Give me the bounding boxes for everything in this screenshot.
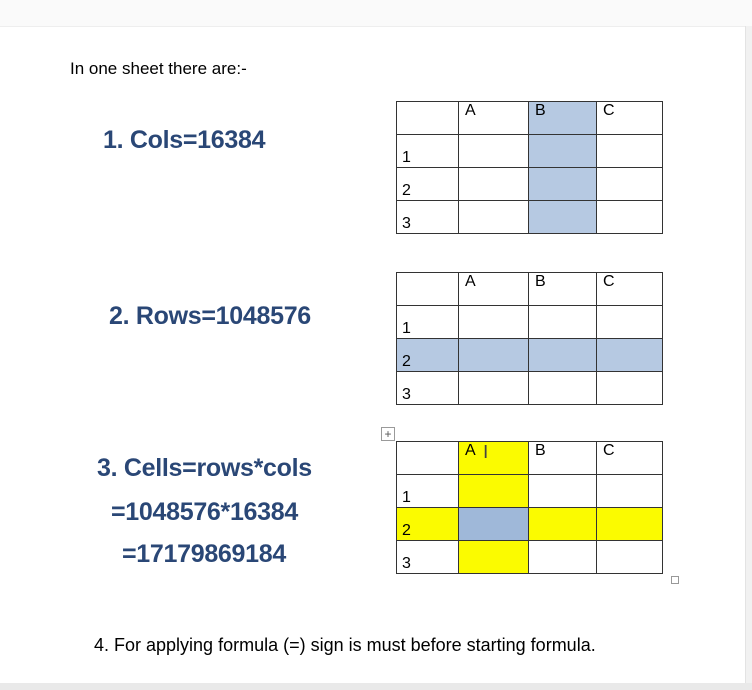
- cell-a1: [459, 135, 529, 168]
- table-row: [397, 508, 663, 541]
- cell-c1: [597, 475, 663, 508]
- row-header-2: 2: [397, 508, 459, 541]
- table-row: [397, 135, 663, 168]
- cell-b1: [529, 135, 597, 168]
- cell-c2: [597, 168, 663, 201]
- row-header-3: 3: [397, 541, 459, 574]
- scrollbar[interactable]: [745, 26, 752, 683]
- column-header-a[interactable]: [459, 442, 529, 475]
- cells-example-table: [396, 441, 663, 574]
- cell-c3: [597, 201, 663, 234]
- column-header-a: A: [459, 102, 529, 135]
- bottom-edge: [0, 683, 752, 690]
- rows-example-table: [396, 272, 663, 405]
- columns-example-table: [396, 101, 663, 234]
- table-row: [397, 306, 663, 339]
- cell-c3: [597, 541, 663, 574]
- cell-b3: [529, 372, 597, 405]
- cell-c1: [597, 135, 663, 168]
- row-header-3: 3: [397, 201, 459, 234]
- rows-heading: 2. Rows=1048576: [109, 302, 311, 330]
- column-header-a-label: A: [465, 442, 476, 459]
- top-edge: [0, 0, 752, 27]
- row-header-1: 1: [397, 135, 459, 168]
- column-header-b: B: [529, 442, 597, 475]
- cell-a2: [459, 339, 529, 372]
- cell-c2: [597, 508, 663, 541]
- cell-b1: [529, 475, 597, 508]
- cols-heading: 1. Cols=16384: [103, 126, 266, 154]
- cell-b2: [529, 508, 597, 541]
- row-header-3: 3: [397, 372, 459, 405]
- cell-b2: [529, 168, 597, 201]
- corner-cell: [397, 102, 459, 135]
- table-row: [397, 541, 663, 574]
- formula-note: 4. For applying formula (=) sign is must before starting formula.: [94, 635, 596, 655]
- corner-cell: [397, 442, 459, 475]
- cell-c3: [597, 372, 663, 405]
- cell-a2: [459, 168, 529, 201]
- cell-b3: [529, 541, 597, 574]
- table-resize-handle[interactable]: [671, 576, 679, 584]
- table-row: [397, 201, 663, 234]
- row-header-2: 2: [397, 168, 459, 201]
- cell-b1: [529, 306, 597, 339]
- corner-cell: [397, 273, 459, 306]
- column-header-b: B: [529, 102, 597, 135]
- cell-a1: [459, 475, 529, 508]
- row-header-1: 1: [397, 475, 459, 508]
- intro-text: In one sheet there are:-: [70, 59, 247, 78]
- column-header-c: C: [597, 442, 663, 475]
- cells-heading-line1: 3. Cells=rows*cols: [97, 454, 312, 482]
- column-header-c: C: [597, 102, 663, 135]
- cell-a2-selected: [459, 508, 529, 541]
- cells-heading-line3: =17179869184: [122, 540, 286, 568]
- cell-a3: [459, 541, 529, 574]
- header-row: [397, 273, 663, 306]
- cell-a1: [459, 306, 529, 339]
- header-row: [397, 442, 663, 475]
- table-move-handle[interactable]: +: [381, 427, 395, 441]
- table-row: [397, 168, 663, 201]
- cell-c2: [597, 339, 663, 372]
- cell-a3: [459, 372, 529, 405]
- header-row: [397, 102, 663, 135]
- row-header-2: 2: [397, 339, 459, 372]
- column-header-b: B: [529, 273, 597, 306]
- text-cursor-icon: I: [483, 442, 489, 463]
- table-row: [397, 339, 663, 372]
- cell-c1: [597, 306, 663, 339]
- cells-heading-line2: =1048576*16384: [111, 498, 298, 526]
- table-row: [397, 475, 663, 508]
- cell-b3: [529, 201, 597, 234]
- table-row: [397, 372, 663, 405]
- column-header-c: C: [597, 273, 663, 306]
- cell-b2: [529, 339, 597, 372]
- column-header-a: A: [459, 273, 529, 306]
- row-header-1: 1: [397, 306, 459, 339]
- cell-a3: [459, 201, 529, 234]
